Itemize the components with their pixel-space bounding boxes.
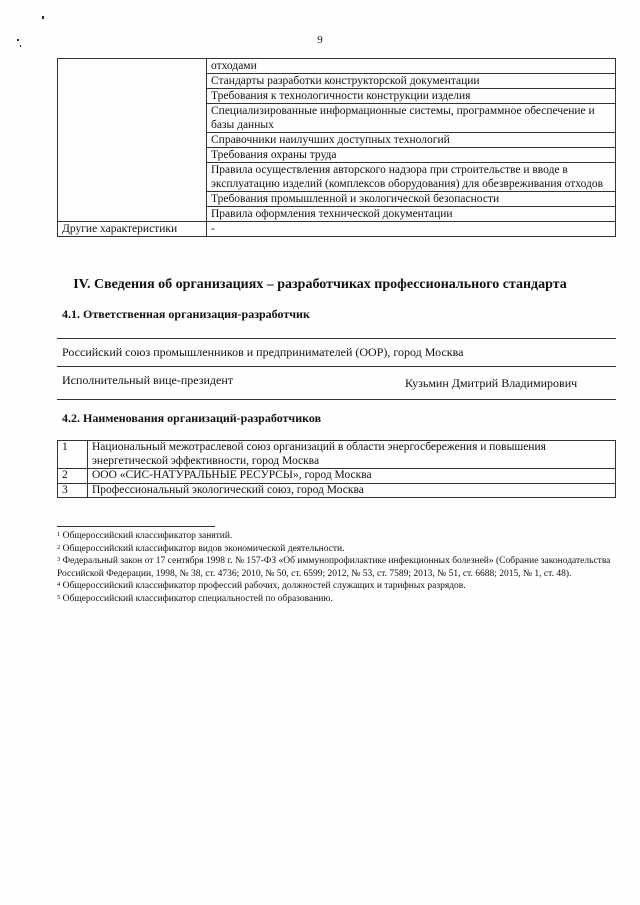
- footnote-mark: 1: [57, 531, 61, 538]
- footnote: [57, 555, 616, 580]
- developers-table: [57, 440, 616, 498]
- footnote: [57, 543, 616, 556]
- table-row: [58, 483, 616, 498]
- footnote-mark: 5: [57, 593, 61, 601]
- subsection-title: 4.2. Наименования организаций-разработчиков: [62, 411, 322, 425]
- footnote-text: Общероссийский классификатор специальностей по образованию.: [62, 593, 333, 604]
- table-cell: Специализированные информационные системы, программное обеспечение и базы данных: [207, 104, 616, 133]
- developer-name: ООО «СИС-НАТУРАЛЬНЫЕ РЕСУРСЫ», город Москва: [88, 469, 616, 484]
- footnote-mark: 2: [57, 543, 61, 551]
- table-cell-empty: [58, 59, 207, 222]
- developer-name: Профессиональный экологический союз, город Москва: [88, 483, 616, 498]
- developer-name: Национальный межотраслевой союз организаций в области энергосбережения и повышения энергетической эффективности, город Москва: [88, 441, 616, 469]
- row-number: 2: [58, 469, 88, 484]
- footnote-text: Общероссийский классификатор профессий рабочих, должностей служащих и тарифных разрядов.: [62, 581, 466, 591]
- table-cell: -: [207, 222, 616, 237]
- table-cell: Стандарты разработки конструкторской документации: [207, 74, 616, 89]
- footnote-mark: 3: [57, 556, 61, 563]
- org-name: Российский союз промышленников и предпринимателей (ООР), город Москва: [62, 345, 464, 359]
- footnote-text: Федеральный закон от 17 сентября 1998 г. № 157-ФЗ «Об иммунопрофилактике инфекционных болезней» (Собрание законодательства Российской Федерации, 1998, № 38, ст. 4736; 2010, № 50, ст. 6599; 2012, № 53, ст. 7589; 2013, № 51, ст. 6688; 2015, № 1, ст. 48).: [57, 556, 611, 579]
- table-cell: Справочники наилучших доступных технологий: [207, 133, 616, 148]
- role-title: Исполнительный вице-президент: [62, 373, 234, 387]
- footnote-mark: 4: [57, 581, 61, 588]
- divider: [57, 338, 616, 339]
- subsection-title: 4.1. Ответственная организация-разработчик: [62, 307, 310, 321]
- footnote: [57, 593, 616, 606]
- table-row: [58, 441, 616, 469]
- table-row: [58, 59, 616, 74]
- footnote: [57, 530, 616, 543]
- table-row: [58, 222, 616, 237]
- footnote-text: Общероссийский классификатор занятий.: [62, 531, 233, 541]
- divider: [57, 366, 616, 367]
- divider: [57, 399, 616, 400]
- footnotes: [57, 530, 616, 605]
- table-cell: Требования к технологичности конструкции изделия: [207, 89, 616, 104]
- characteristics-table: [57, 58, 616, 237]
- table-cell: Правила оформления технической документации: [207, 207, 616, 222]
- table-cell: Требования промышленной и экологической безопасности: [207, 192, 616, 207]
- table-row: [58, 469, 616, 484]
- table-cell-label: Другие характеристики: [58, 222, 207, 237]
- table-cell: Требования охраны труда: [207, 148, 616, 163]
- footnote-text: Общероссийский классификатор видов экономической деятельности.: [62, 543, 345, 554]
- person-name: Кузьмин Дмитрий Владимирович: [405, 376, 578, 390]
- table-cell: отходами: [207, 59, 616, 74]
- table-cell: Правила осуществления авторского надзора при строительстве и вводе в эксплуатацию изделий (комплексов оборудования) для обезвреживания отходов: [207, 163, 616, 192]
- footnote: [57, 580, 616, 593]
- scan-speck: [42, 16, 44, 19]
- footnote-divider: [57, 526, 215, 527]
- row-number: 3: [58, 483, 88, 498]
- row-number: 1: [58, 441, 88, 469]
- page-number: 9: [317, 34, 323, 46]
- section-title: IV. Сведения об организациях – разработчиках профессионального стандарта: [73, 277, 567, 292]
